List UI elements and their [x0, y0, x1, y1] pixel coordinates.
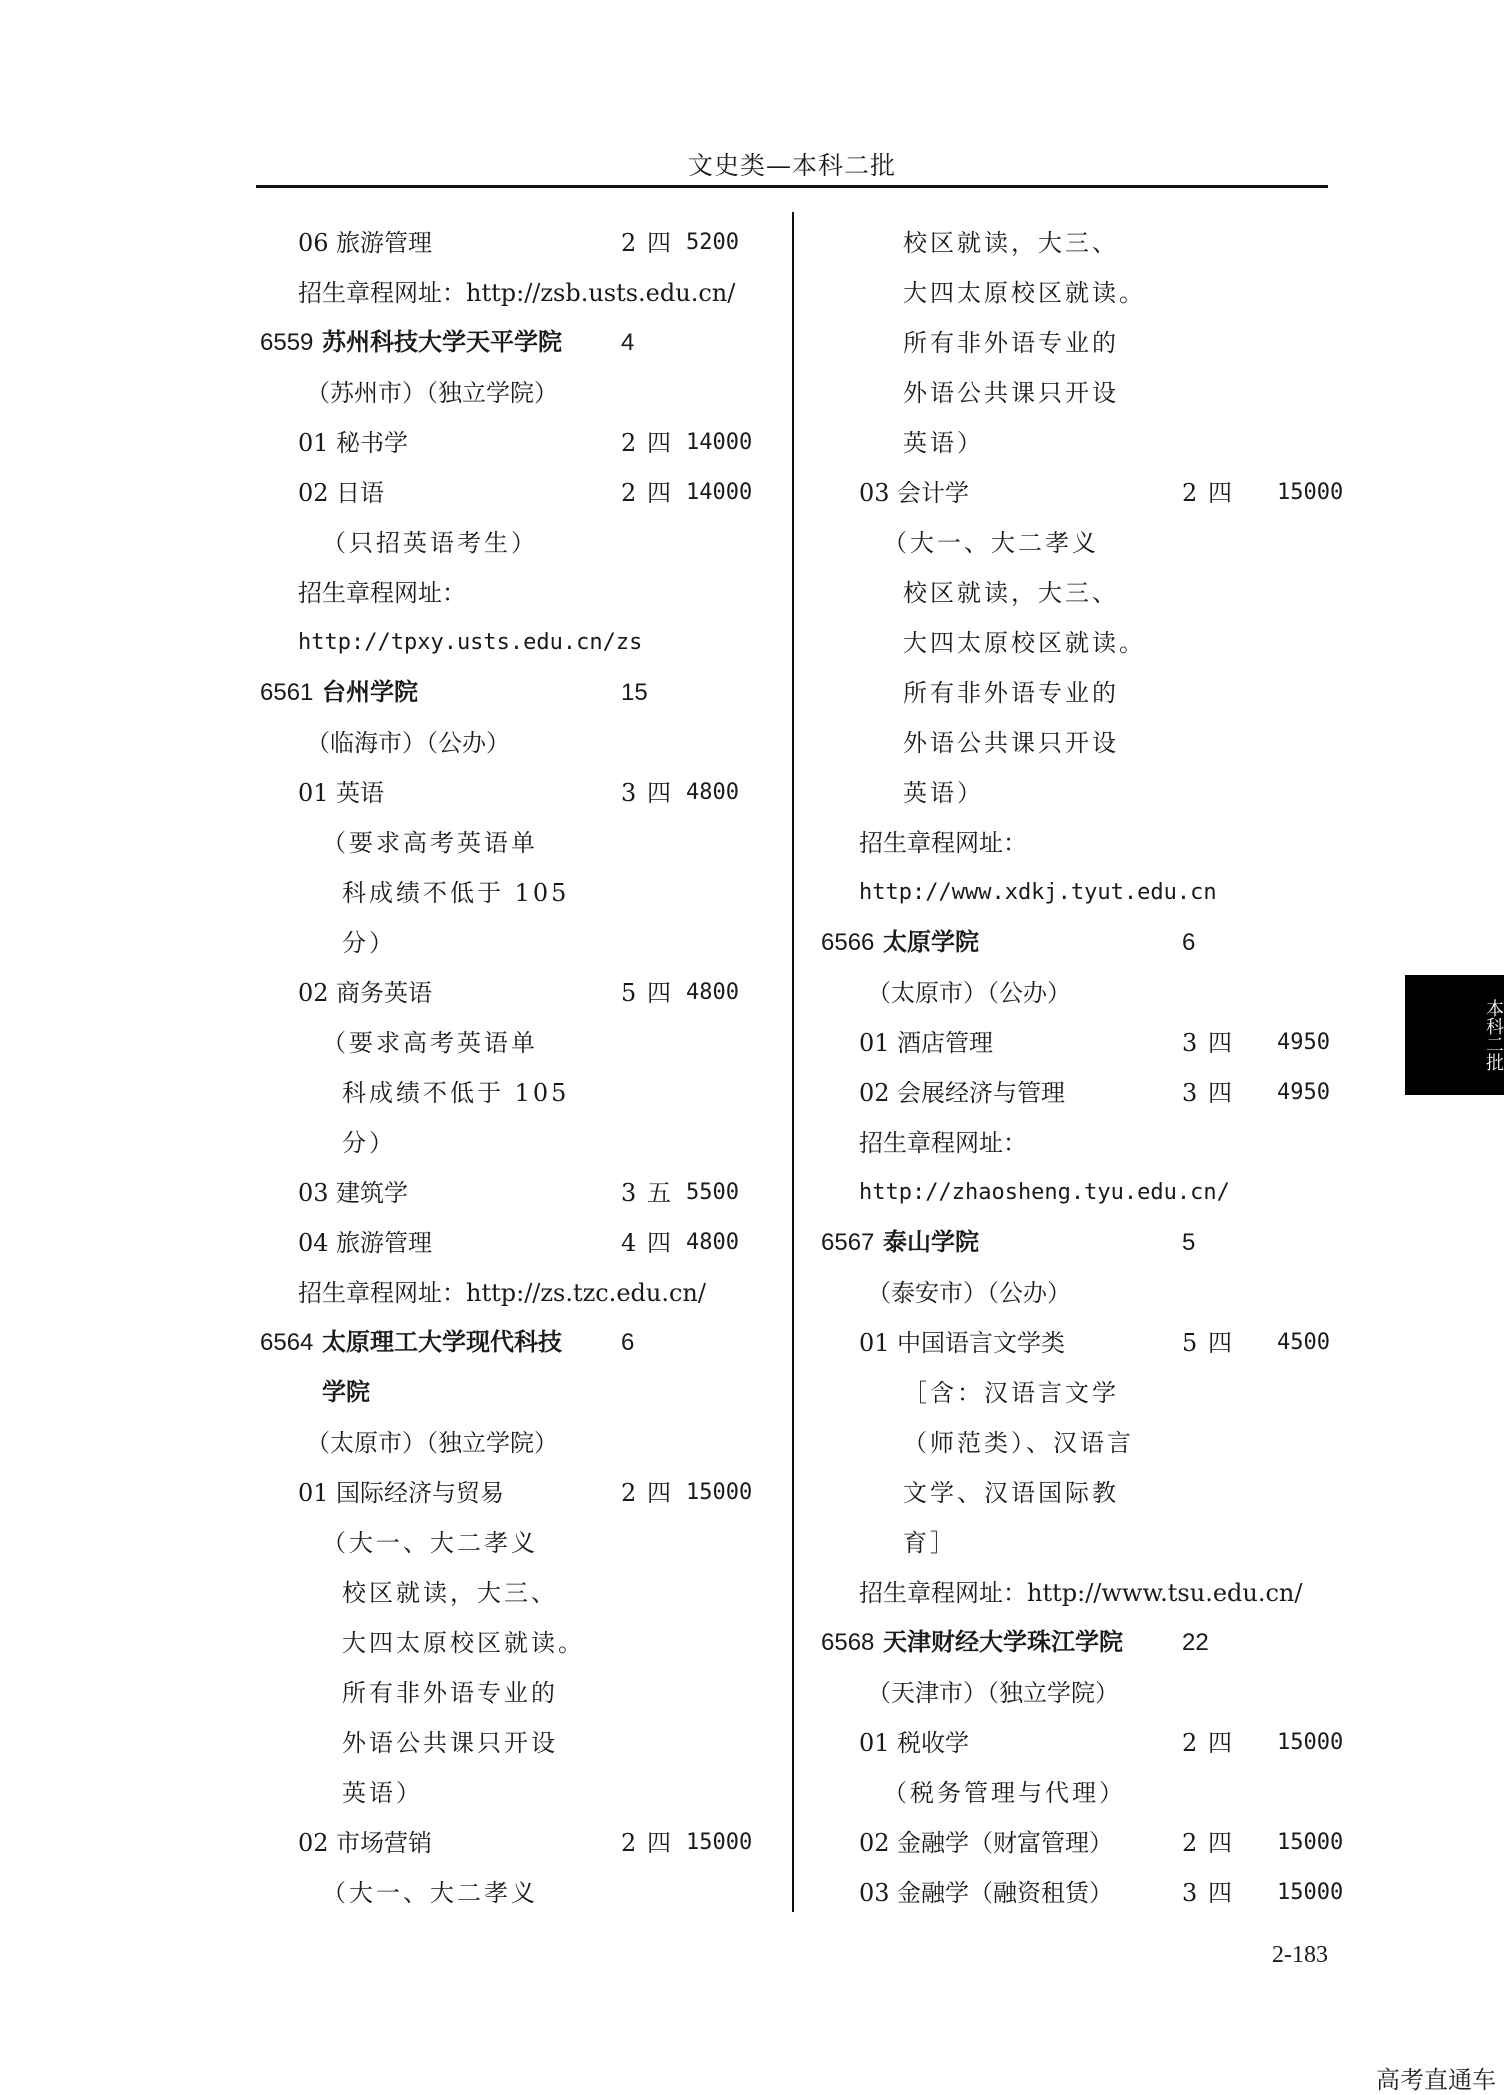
admission-url	[817, 818, 1329, 868]
major-years: 2	[1182, 1729, 1198, 1757]
note-text: （只招英语考生）	[322, 529, 538, 557]
major-duration: 四	[1208, 1079, 1232, 1107]
major-note-continued	[817, 1418, 1329, 1468]
major-note	[256, 818, 768, 868]
major-entry	[817, 1818, 1344, 1868]
major-code: 03	[298, 1179, 329, 1207]
page-number: 2-183	[1272, 1942, 1328, 1968]
major-years: 2	[1182, 1829, 1198, 1857]
note-text: ［含：汉语言文学	[903, 1379, 1119, 1407]
column-divider	[792, 212, 794, 1912]
major-name: 旅游管理	[336, 1229, 432, 1257]
major-entry	[256, 1218, 768, 1268]
location-text: （太原市）（公办）	[867, 979, 1071, 1007]
major-note-continued	[817, 218, 1329, 268]
major-note-continued	[817, 318, 1329, 368]
major-entry	[817, 1068, 1329, 1118]
major-name: 税收学	[897, 1729, 969, 1757]
major-years: 2	[621, 479, 637, 507]
major-duration: 四	[647, 479, 671, 507]
major-years: 5	[621, 979, 637, 1007]
major-note	[817, 518, 1329, 568]
section-side-tab	[1405, 975, 1504, 1095]
major-entry	[817, 1318, 1329, 1368]
url-text: 招生章程网址：http://zs.tzc.edu.cn/	[298, 1279, 706, 1307]
major-duration: 四	[1208, 1029, 1232, 1057]
major-duration: 四	[647, 429, 671, 457]
location-text: （泰安市）（公办）	[867, 1279, 1071, 1307]
major-tuition: 4950	[1277, 1030, 1330, 1055]
school-enrollment-count: 22	[1182, 1629, 1209, 1656]
note-text: （大一、大二孝义	[322, 1879, 538, 1907]
school-enrollment-count: 5	[1182, 1229, 1196, 1256]
major-code: 02	[298, 1829, 329, 1857]
url-text: http://zhaosheng.tyu.edu.cn/	[859, 1180, 1230, 1205]
url-text: 招生章程网址：http://zsb.usts.edu.cn/	[298, 279, 736, 307]
url-text: 招生章程网址：	[298, 579, 466, 607]
school-location	[817, 968, 1329, 1018]
note-text: 外语公共课只开设	[903, 379, 1119, 407]
major-note-continued	[817, 618, 1329, 668]
school-name: 学院	[322, 1379, 370, 1406]
school-location	[256, 718, 768, 768]
note-text: 大四太原校区就读。	[903, 279, 1146, 307]
major-note	[256, 1518, 768, 1568]
major-tuition: 5200	[686, 230, 739, 255]
major-duration: 四	[647, 1479, 671, 1507]
major-note-continued	[817, 268, 1329, 318]
major-code: 02	[298, 479, 329, 507]
note-text: （师范类）、汉语言	[903, 1429, 1134, 1457]
school-code: 6564	[260, 1329, 314, 1356]
major-entry	[256, 1818, 768, 1868]
major-code: 01	[298, 429, 329, 457]
major-entry	[256, 218, 768, 268]
major-entry	[817, 1018, 1329, 1068]
school-entry	[256, 668, 768, 718]
admission-url-line	[817, 1168, 1329, 1218]
major-tuition: 15000	[686, 1830, 753, 1855]
school-entry	[817, 1218, 1329, 1268]
note-text: 分）	[342, 1129, 396, 1157]
major-years: 2	[621, 1829, 637, 1857]
major-note-continued	[817, 368, 1329, 418]
school-entry	[256, 318, 768, 368]
school-name: 泰山学院	[883, 1229, 979, 1256]
major-years: 3	[1182, 1879, 1198, 1907]
major-code: 03	[859, 1879, 890, 1907]
major-tuition: 4800	[686, 780, 739, 805]
left-column	[256, 218, 768, 1918]
major-code: 01	[859, 1029, 890, 1057]
major-note	[817, 1768, 1329, 1818]
header-rule	[256, 185, 1328, 188]
school-code: 6561	[260, 679, 314, 706]
major-code: 02	[859, 1079, 890, 1107]
side-tab-label: 本科二批	[1483, 999, 1504, 1071]
major-years: 2	[621, 429, 637, 457]
major-entry	[817, 1868, 1344, 1918]
major-code: 04	[298, 1229, 329, 1257]
major-entry	[817, 468, 1344, 518]
major-name: 中国语言文学类	[897, 1329, 1065, 1357]
major-tuition: 15000	[1277, 1730, 1344, 1755]
major-tuition: 14000	[686, 480, 753, 505]
school-location	[256, 1418, 768, 1468]
major-duration: 四	[1208, 1329, 1232, 1357]
major-tuition: 15000	[686, 1480, 753, 1505]
major-note-continued	[256, 868, 768, 918]
major-duration: 四	[647, 779, 671, 807]
major-note-continued	[256, 1068, 768, 1118]
school-name: 天津财经大学珠江学院	[883, 1629, 1123, 1656]
major-name: 国际经济与贸易	[336, 1479, 504, 1507]
school-location	[817, 1668, 1329, 1718]
major-name: 会计学	[897, 479, 969, 507]
school-name: 太原学院	[883, 929, 979, 956]
school-name: 台州学院	[322, 679, 418, 706]
major-note-continued	[817, 718, 1329, 768]
major-tuition: 15000	[1277, 480, 1344, 505]
major-note	[256, 518, 768, 568]
major-years: 3	[621, 779, 637, 807]
major-name: 建筑学	[336, 1179, 408, 1207]
note-text: 育］	[903, 1529, 957, 1557]
major-name: 酒店管理	[897, 1029, 993, 1057]
school-enrollment-count: 4	[621, 329, 635, 356]
watermark-text: 高考直通车	[1376, 2067, 1496, 2094]
url-text: 招生章程网址：http://www.tsu.edu.cn/	[859, 1579, 1303, 1607]
note-text: （税务管理与代理）	[883, 1779, 1126, 1807]
major-duration: 四	[1208, 1729, 1232, 1757]
school-code: 6566	[821, 929, 875, 956]
major-note-continued	[256, 1718, 768, 1768]
note-text: 校区就读，大三、	[903, 229, 1119, 257]
note-text: 外语公共课只开设	[342, 1729, 558, 1757]
school-entry	[256, 1318, 768, 1368]
major-code: 06	[298, 229, 329, 257]
major-note-continued	[817, 1518, 1329, 1568]
location-text: （天津市）（独立学院）	[867, 1679, 1119, 1707]
location-text: （苏州市）（独立学院）	[306, 379, 558, 407]
admission-url-line	[256, 618, 768, 668]
admission-url	[256, 1268, 768, 1318]
note-text: 所有非外语专业的	[903, 679, 1119, 707]
major-years: 3	[1182, 1079, 1198, 1107]
major-tuition: 15000	[1277, 1830, 1344, 1855]
major-tuition: 4800	[686, 980, 739, 1005]
right-column	[817, 218, 1344, 1918]
major-entry	[256, 1168, 768, 1218]
major-duration: 四	[647, 229, 671, 257]
major-note-continued	[817, 1368, 1329, 1418]
school-code: 6568	[821, 1629, 875, 1656]
admission-url	[817, 1118, 1329, 1168]
note-text: 分）	[342, 929, 396, 957]
major-tuition: 5500	[686, 1180, 739, 1205]
major-tuition: 15000	[1277, 1880, 1344, 1905]
note-text: （要求高考英语单	[322, 829, 538, 857]
major-note-continued	[817, 568, 1329, 618]
major-entry	[256, 968, 768, 1018]
major-code: 02	[298, 979, 329, 1007]
major-note-continued	[256, 918, 768, 968]
note-text: 文学、汉语国际教	[903, 1479, 1119, 1507]
major-entry	[256, 1468, 768, 1518]
note-text: 所有非外语专业的	[342, 1679, 558, 1707]
note-text: （大一、大二孝义	[322, 1529, 538, 1557]
major-tuition: 4950	[1277, 1080, 1330, 1105]
major-tuition: 4500	[1277, 1330, 1330, 1355]
major-tuition: 14000	[686, 430, 753, 455]
major-name: 秘书学	[336, 429, 408, 457]
school-code: 6567	[821, 1229, 875, 1256]
note-text: 英语）	[342, 1779, 423, 1807]
major-note-continued	[256, 1668, 768, 1718]
school-entry	[817, 918, 1329, 968]
major-name: 英语	[336, 779, 384, 807]
major-entry	[256, 468, 768, 518]
major-duration: 四	[647, 1229, 671, 1257]
major-entry	[256, 768, 768, 818]
school-code: 6559	[260, 329, 314, 356]
major-tuition: 4800	[686, 1230, 739, 1255]
school-location	[817, 1268, 1329, 1318]
major-entry	[256, 418, 768, 468]
major-name: 金融学（财富管理）	[897, 1829, 1113, 1857]
note-text: 科成绩不低于 105	[342, 1079, 570, 1107]
admission-url	[256, 568, 768, 618]
major-name: 市场营销	[336, 1829, 432, 1857]
major-note-continued	[817, 668, 1329, 718]
major-code: 02	[859, 1829, 890, 1857]
school-entry	[817, 1618, 1329, 1668]
location-text: （临海市）（公办）	[306, 729, 510, 757]
school-enrollment-count: 6	[1182, 929, 1196, 956]
note-text: 所有非外语专业的	[903, 329, 1119, 357]
major-years: 2	[621, 229, 637, 257]
note-text: 校区就读，大三、	[342, 1579, 558, 1607]
major-years: 5	[1182, 1329, 1198, 1357]
note-text: 英语）	[903, 429, 984, 457]
major-years: 3	[621, 1179, 637, 1207]
major-note-continued	[256, 1568, 768, 1618]
location-text: （太原市）（独立学院）	[306, 1429, 558, 1457]
admission-url-line	[817, 868, 1329, 918]
major-note	[256, 1018, 768, 1068]
note-text: （要求高考英语单	[322, 1029, 538, 1057]
major-code: 01	[859, 1329, 890, 1357]
note-text: 大四太原校区就读。	[342, 1629, 585, 1657]
major-duration: 四	[1208, 479, 1232, 507]
school-name-continued	[256, 1368, 768, 1418]
major-note-continued	[817, 1468, 1329, 1518]
note-text: 大四太原校区就读。	[903, 629, 1146, 657]
major-name: 金融学（融资租赁）	[897, 1879, 1113, 1907]
major-note	[256, 1868, 768, 1918]
major-years: 4	[621, 1229, 637, 1257]
note-text: 校区就读，大三、	[903, 579, 1119, 607]
note-text: 英语）	[903, 779, 984, 807]
major-note-continued	[256, 1618, 768, 1668]
note-text: （大一、大二孝义	[883, 529, 1099, 557]
major-duration: 四	[647, 1829, 671, 1857]
major-code: 01	[298, 779, 329, 807]
major-name: 会展经济与管理	[897, 1079, 1065, 1107]
page-header-title: 文史类—本科二批	[687, 151, 896, 180]
major-entry	[817, 1718, 1344, 1768]
major-code: 03	[859, 479, 890, 507]
url-text: 招生章程网址：	[859, 1129, 1027, 1157]
school-location	[256, 368, 768, 418]
admission-url	[256, 268, 768, 318]
major-duration: 五	[647, 1179, 671, 1207]
major-note-continued	[256, 1118, 768, 1168]
major-name: 商务英语	[336, 979, 432, 1007]
note-text: 科成绩不低于 105	[342, 879, 570, 907]
note-text: 外语公共课只开设	[903, 729, 1119, 757]
school-enrollment-count: 15	[621, 679, 648, 706]
url-text: 招生章程网址：	[859, 829, 1027, 857]
school-name: 苏州科技大学天平学院	[322, 329, 562, 356]
major-name: 旅游管理	[336, 229, 432, 257]
major-duration: 四	[1208, 1829, 1232, 1857]
admission-url	[817, 1568, 1329, 1618]
major-code: 01	[298, 1479, 329, 1507]
major-note-continued	[817, 418, 1329, 468]
url-text: http://tpxy.usts.edu.cn/zs	[298, 630, 643, 655]
major-code: 01	[859, 1729, 890, 1757]
major-name: 日语	[336, 479, 384, 507]
major-years: 2	[1182, 479, 1198, 507]
major-duration: 四	[1208, 1879, 1232, 1907]
major-note-continued	[256, 1768, 768, 1818]
major-years: 3	[1182, 1029, 1198, 1057]
url-text: http://www.xdkj.tyut.edu.cn	[859, 880, 1217, 905]
school-enrollment-count: 6	[621, 1329, 635, 1356]
major-note-continued	[817, 768, 1329, 818]
major-duration: 四	[647, 979, 671, 1007]
school-name: 太原理工大学现代科技	[322, 1329, 562, 1356]
major-years: 2	[621, 1479, 637, 1507]
